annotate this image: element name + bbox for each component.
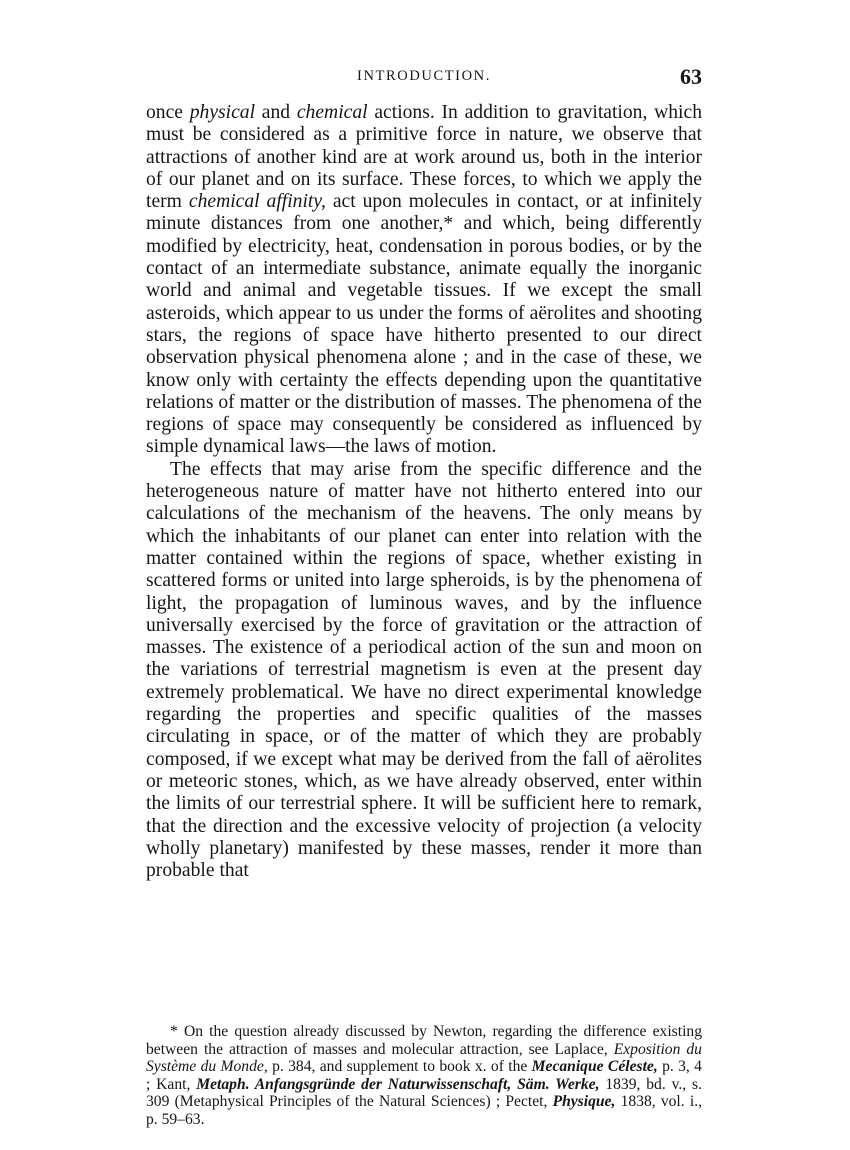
emphasis-run: Exposition du Système du Monde,	[146, 1040, 702, 1076]
text-run: p. 384, and supplement to book x. of the	[267, 1058, 532, 1076]
text-run: * On the question already discussed by Newton, regarding the difference existing between the attraction of masses and molecular attraction, see Laplace,	[146, 1023, 702, 1058]
text-run: 1838, vol. i., p. 59–63.	[146, 1093, 702, 1128]
text-run: actions. In addition to gravitation, which must be considered as a primitive force in nature, we observe that attractions of another kind are at work around us, both in the interior of our planet and on its surface. These forces, to which we apply the term	[146, 102, 702, 213]
text-run: The effects that may arise from the specific difference and the heterogeneous nature of matter have not hitherto entered into our calculations of the mechanism of the heavens. The only means by which the inhabitants of our planet can enter into relation with the matter contained within the regions of space, whether existing in scattered forms or united into large spheroids, is by the phenomena of light, the propagation of luminous waves, and by the influence universally exercised by the force of gravitation or the attraction of masses. The existence of a periodical action of the sun and moon on the variations of terrestrial magnetism is even at the present day extremely problematical. We have no direct experimental knowledge regarding the properties and specific qualities of the masses circulating in space, or of the matter of which they are probably composed, if we except what may be derived from the fall of aërolites or meteoric stones, which, as we have already observed, enter within the limits of our terrestrial sphere. It will be sufficient here to remark, that the direction and the excessive velocity of projection (a velocity wholly planetary) manifested by these masses, render it more than probable that	[146, 458, 702, 882]
paragraph	[146, 102, 702, 459]
text-run: p. 3, 4 ; Kant,	[146, 1058, 702, 1093]
body-text	[146, 102, 702, 882]
text-run: 1839, bd. v., s. 309 (Metaphysical Principles of the Natural Sciences) ; Pectet,	[146, 1075, 702, 1111]
text-run: act upon molecules in contact, or at infinitely minute distances from one another,* and which, being differently modified by electricity, heat, condensation in porous bodies, or by the contact of an intermediate substance, animate equally the inorganic world and animal and vegetable tissues. If we except the small asteroids, which appear to us under the forms of aërolites and shooting stars, the regions of space have hitherto presented to our direct observation physical phenomena alone ; and in the case of these, we know only with certainty the effects depending upon the quantitative relations of matter or the distribution of masses. The phenomena of the regions of space may consequently be considered as influenced by simple dynamical laws—the laws of motion.	[146, 191, 703, 458]
emphasis-run: physical	[189, 102, 256, 123]
emphasis-run: Metaph. Anfangsgründe der Naturwissenschaft, Säm. Werke,	[196, 1075, 600, 1093]
footnote	[146, 1023, 702, 1129]
running-title: INTRODUCTION.	[357, 68, 491, 84]
emphasis-run: chemical affinity,	[188, 191, 326, 213]
page-number: 63	[680, 64, 702, 89]
text-run: and	[255, 102, 297, 123]
running-head	[146, 64, 702, 90]
footnote-text	[146, 1023, 702, 1129]
paragraph	[146, 459, 702, 883]
emphasis-run: chemical	[296, 102, 368, 123]
text-run: once	[146, 102, 190, 123]
emphasis-run: Physique,	[552, 1093, 616, 1111]
emphasis-run: Mecanique Céleste,	[531, 1058, 658, 1076]
